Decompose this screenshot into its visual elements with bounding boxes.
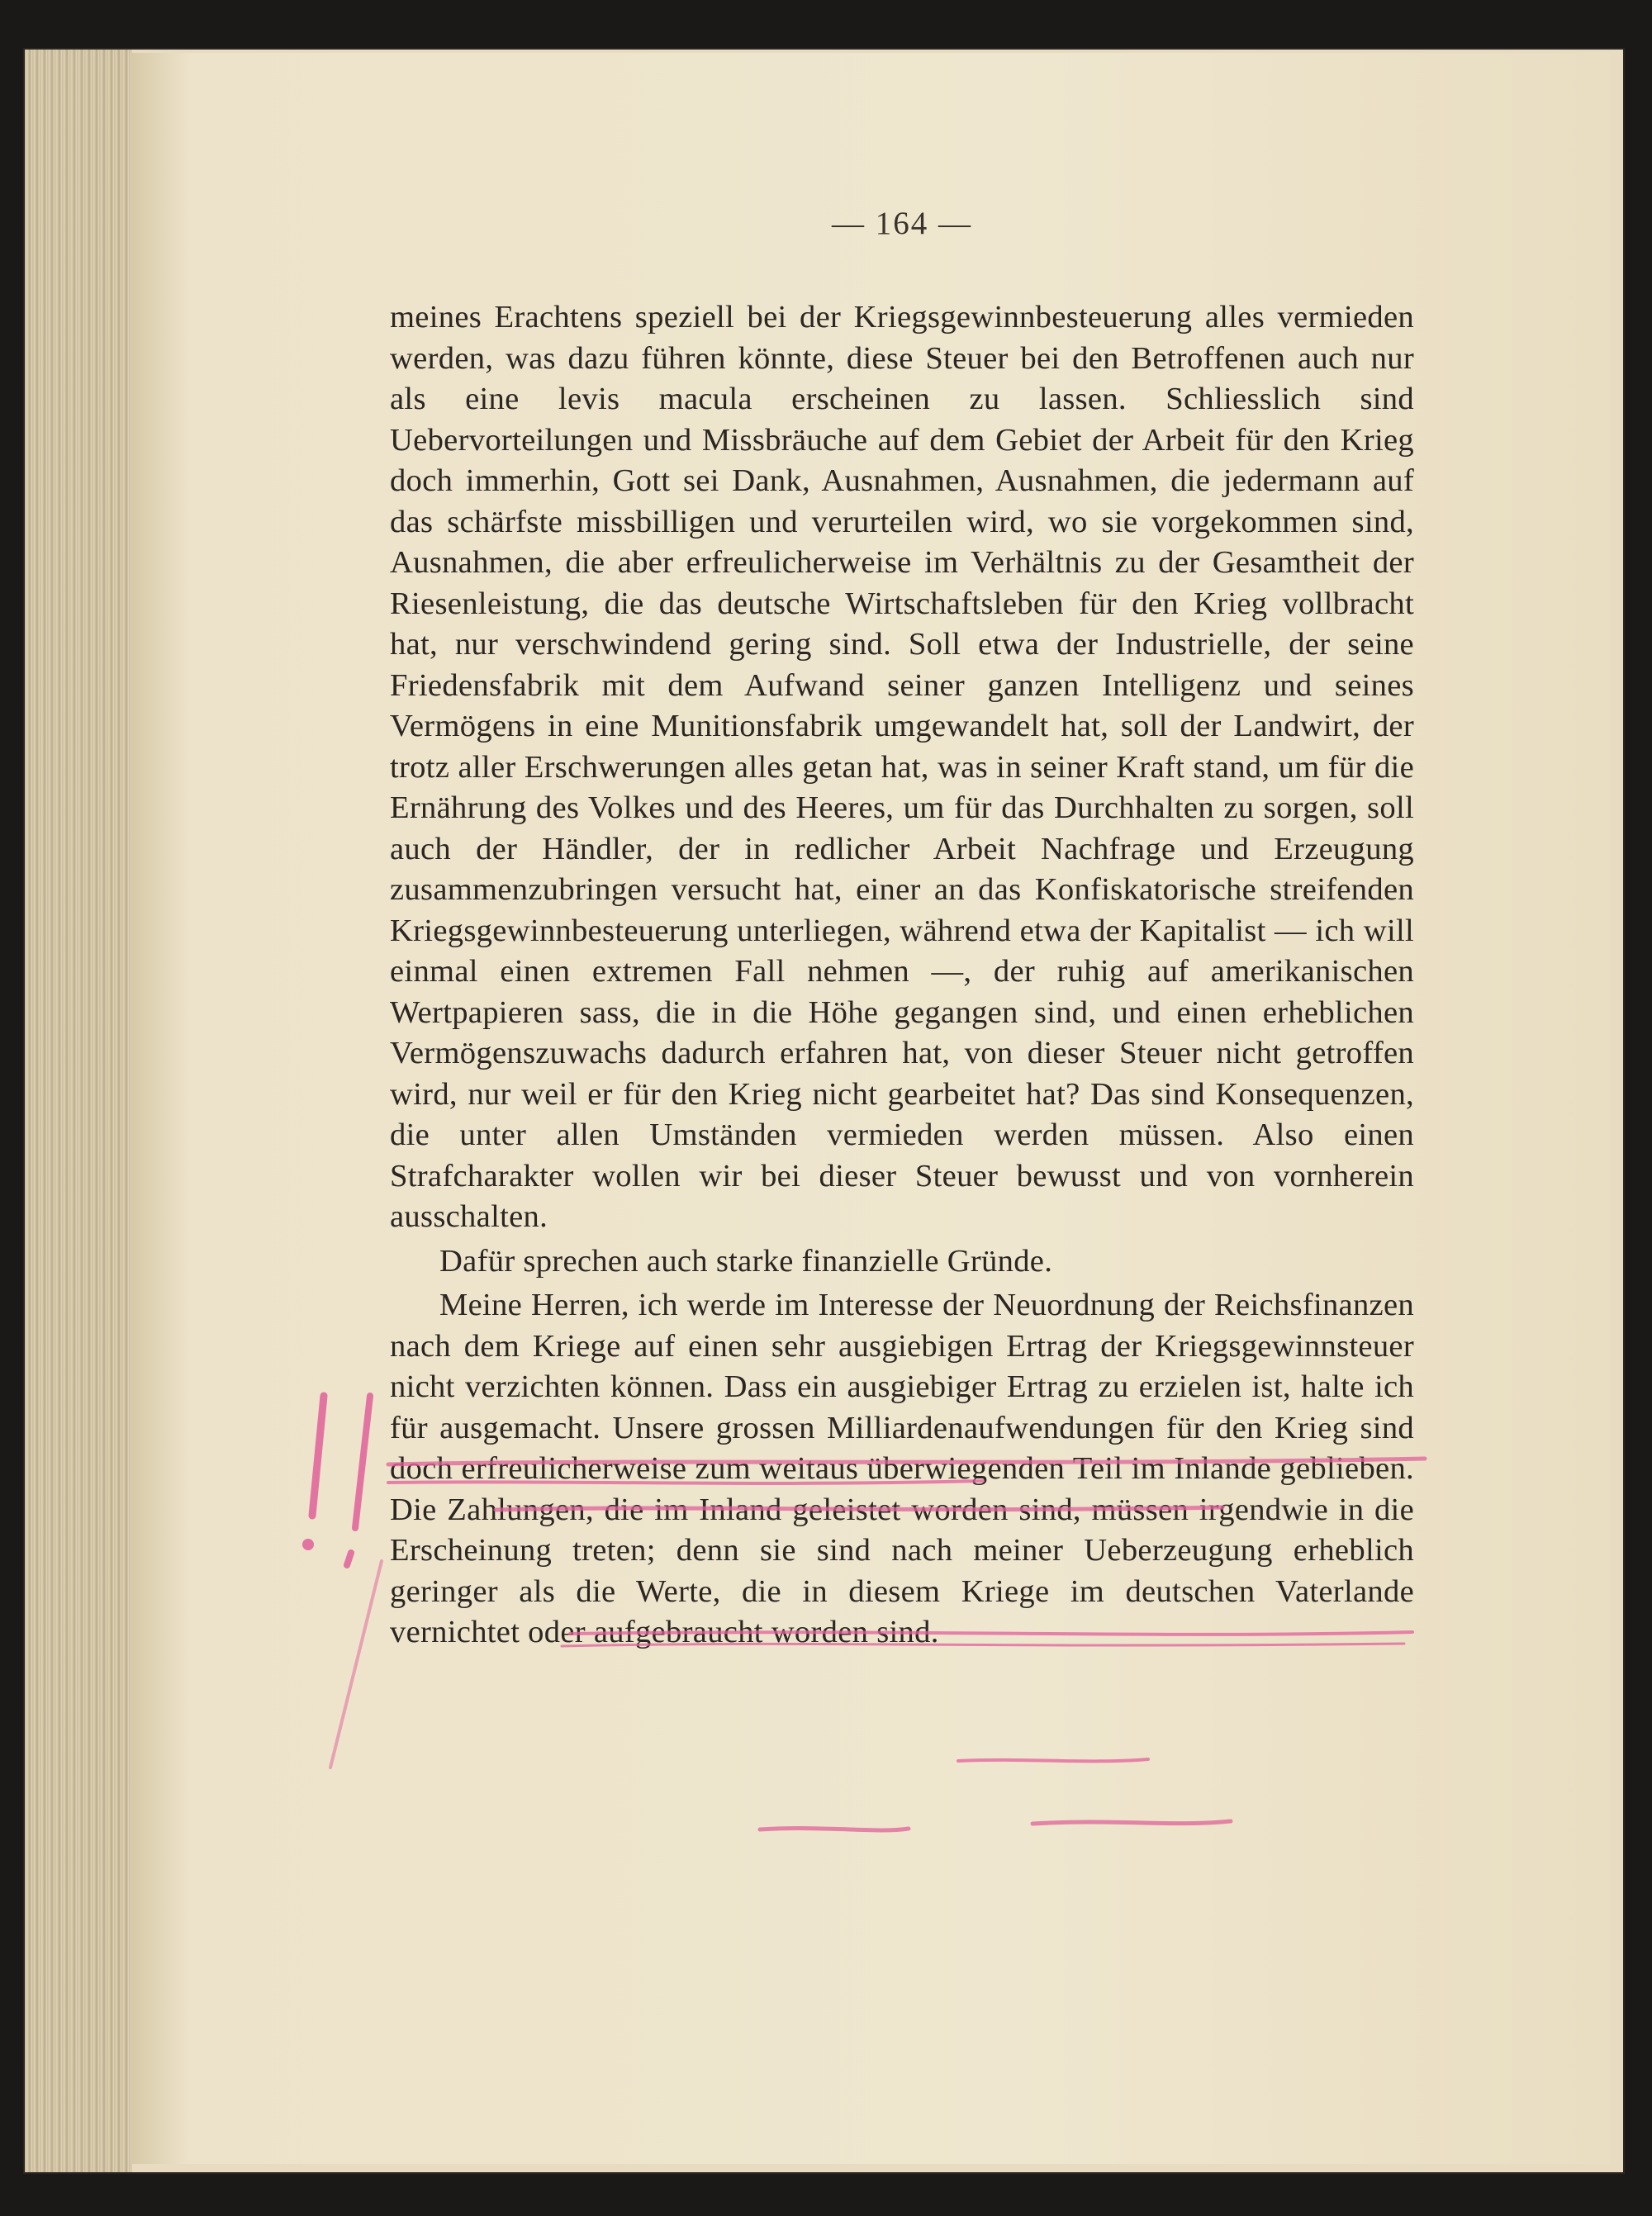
- paragraph-3: Meine Herren, ich werde im Interesse der Neuordnung der Reichsfinanzen nach dem Kriege auf einen sehr ausgiebigen Ertrag der Kriegsgewinnsteuer nicht verzichten können. Dass ein ausgiebiger Ertrag zu erzielen ist, halte ich für ausgemacht. Unsere grossen Milliardenaufwendungen für den Krieg sind doch erfreulicherweise zum weitaus überwiegenden Teil im Inlande geblieben. Die Zahlungen, die im Inland geleistet worden sind, müssen irgendwie in die Erscheinung treten; denn sie sind nach meiner Ueberzeugung erheblich geringer als die Werte, die in diesem Kriege im deutschen Vaterlande vernichtet oder aufgebraucht worden sind.: [390, 1288, 1414, 1649]
- page-edges: [25, 50, 132, 2172]
- paragraph-2: Dafür sprechen auch starke finanzielle Gründe.: [439, 1243, 1053, 1279]
- page-content: [390, 206, 1414, 1654]
- paragraph-1: meines Erachtens speziell bei der Kriegsgewinnbesteuerung alles vermieden werden, was dazu führen könnte, diese Steuer bei den Betroffenen auch nur als eine levis macula erscheinen zu lassen. Schliesslich sind Uebervorteilungen und Missbräuche auf dem Gebiet der Arbeit für den Krieg doch immerhin, Gott sei Dank, Ausnahmen, Ausnahmen, die jedermann auf das schärfste missbilligen und verurteilen wird, wo sie vorgekommen sind, Ausnahmen, die aber erfreulicherweise im Verhältnis zu der Gesamtheit der Riesenleistung, die das deutsche Wirtschaftsleben für den Krieg vollbracht hat, nur verschwindend gering sind. Soll etwa der Industrielle, der seine Friedensfabrik mit dem Aufwand seiner ganzen Intelligenz und seines Vermögens in eine Munitionsfabrik umgewandelt hat, soll der Landwirt, der trotz aller Erschwerungen alles getan hat, was in seiner Kraft stand, um für die Ernährung des Volkes und des Heeres, um für das Durchhalten zu sorgen, soll auch der Händler, der in redlicher Arbeit Nachfrage und Erzeugung zusammenzubringen versucht hat, einer an das Konfiskatorische streifenden Kriegsgewinnbesteuerung unterliegen, während etwa der Kapitalist — ich will einmal einen extremen Fall nehmen —, der ruhig auf amerikanischen Wertpapieren sass, die in die Höhe gegangen sind, und einen erheblichen Vermögenszuwachs dadurch erfahren hat, von dieser Steuer nicht getroffen wird, nur weil er für den Krieg nicht gearbeitet hat? Das sind Konsequenzen, die unter allen Umständen vermieden werden müssen. Also einen Strafcharakter wollen wir bei dieser Steuer bewusst und von vornherein ausschalten.: [390, 300, 1414, 1234]
- page-number: — 164 —: [832, 206, 972, 241]
- body-text: [390, 297, 1414, 1654]
